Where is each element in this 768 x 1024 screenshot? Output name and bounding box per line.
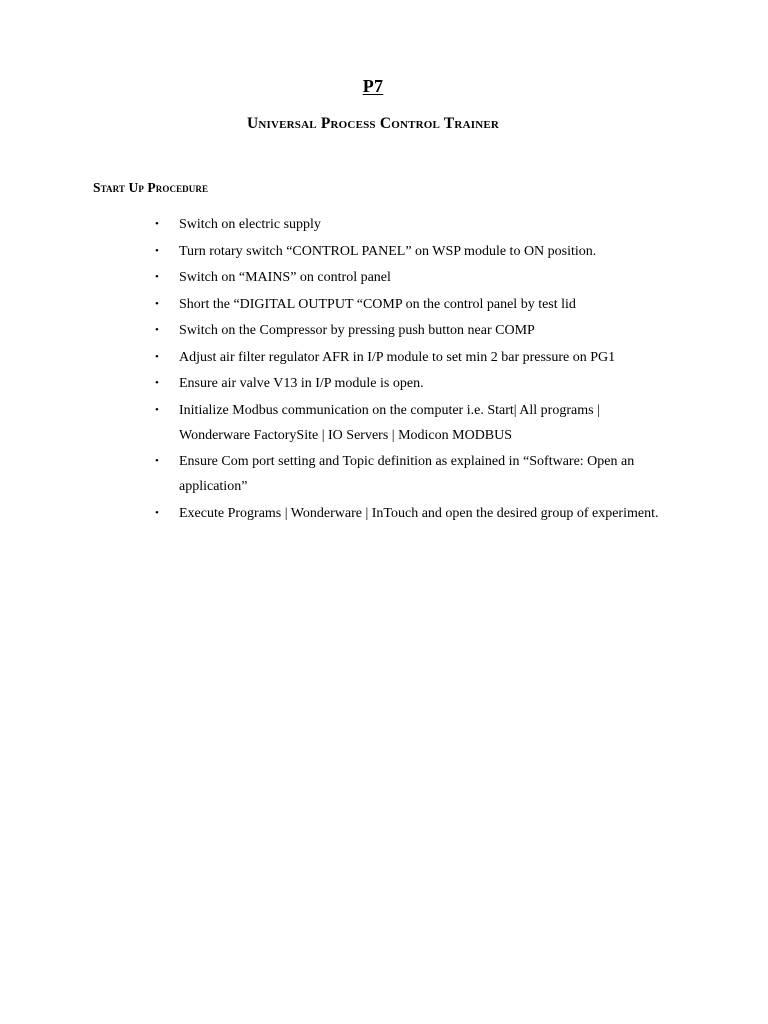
procedure-step-text: Execute Programs | Wonderware | InTouch and open the desired group of experiment. (179, 505, 659, 521)
procedure-step-text: Switch on electric supply (179, 217, 321, 232)
procedure-step (155, 371, 659, 396)
bullet-icon: • (155, 377, 159, 389)
procedure-step (155, 239, 659, 264)
procedure-step-text: Initialize Modbus communication on the computer i.e. Start| All programs | Wonderware FactorySite | IO Servers | Modicon MODBUS (179, 402, 600, 443)
document-title: Universal Process Control Trainer (246, 115, 500, 132)
bullet-icon: • (155, 324, 159, 336)
document-id: P7 (362, 76, 384, 96)
bullet-icon: • (155, 403, 159, 416)
procedure-step (155, 501, 659, 526)
bullet-icon: • (155, 271, 159, 283)
procedure-step-text: Ensure Com port setting and Topic definition as explained in “Software: Open an application” (179, 454, 635, 494)
procedure-step (155, 212, 659, 237)
procedure-step-text: Turn rotary switch “CONTROL PANEL” on WSP module to ON position. (179, 243, 597, 259)
procedure-step (155, 345, 659, 370)
procedure-step (155, 318, 659, 343)
procedure-list (155, 212, 659, 527)
bullet-icon: • (155, 506, 159, 519)
procedure-step (155, 265, 659, 290)
procedure-step-text: Switch on the Compressor by pressing push button near COMP (179, 323, 535, 338)
procedure-step-text: Switch on “MAINS” on control panel (179, 270, 391, 285)
procedure-step (155, 398, 659, 448)
bullet-icon: • (155, 297, 159, 310)
procedure-step-text: Ensure air valve V13 in I/P module is open. (179, 376, 424, 391)
bullet-icon: • (155, 455, 159, 467)
procedure-step-text: Adjust air filter regulator AFR in I/P module to set min 2 bar pressure on PG1 (179, 349, 616, 365)
procedure-step (155, 449, 659, 499)
section-heading: Start Up Procedure (93, 180, 209, 195)
bullet-icon: • (155, 350, 159, 363)
procedure-step-text: Short the “DIGITAL OUTPUT “COMP on the control panel by test lid (179, 296, 576, 312)
bullet-icon: • (155, 244, 159, 257)
procedure-step (155, 292, 659, 317)
bullet-icon: • (155, 218, 159, 230)
